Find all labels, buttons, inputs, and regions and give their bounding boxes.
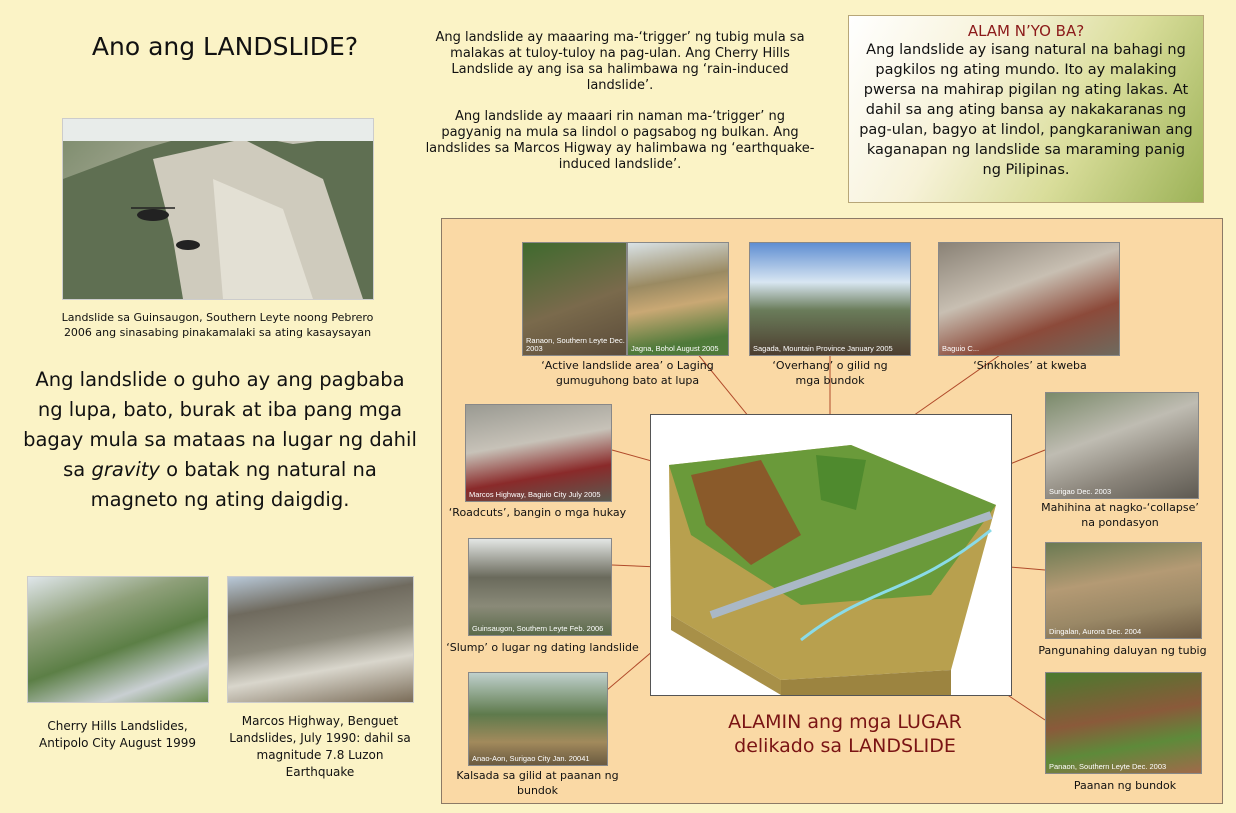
anao-label: Anao-Aon, Surigao City Jan. 20041 [472, 754, 590, 763]
guinsaugon-photo-caption: Landslide sa Guinsaugon, Southern Leyte noong Pebrero 2006 ang sinasabing pinakamalaki sa ating kasaysayan [61, 311, 374, 339]
landslide-terrain-diagram [650, 414, 1012, 696]
panaon-label: Panaon, Southern Leyte Dec. 2003 [1049, 762, 1167, 771]
definition-italic: gravity [91, 458, 160, 481]
jagna-label: Jagna, Bohol August 2005 [631, 344, 719, 353]
alam-heading: ALAM N’YO BA? [967, 22, 1085, 40]
marcos-roadcut-photo [465, 404, 612, 502]
baguio-photo [938, 242, 1120, 356]
pangunahing-caption: Pangunahing daluyan ng tubig [1038, 644, 1207, 657]
alam-body: Ang landslide ay isang natural na bahagi ng pagkilos ng ating mundo. Ito ay malaking pwersa na mahirap pigilan ng ating lakas. At dahil sa ang ating bansa ay nakakaranas ng pag-ulan, bagyo at lindol, pangkaraniwan ang kaganapan ng landslide sa maraming panig ng Pilipinas. [859, 42, 1193, 178]
jagna-photo [627, 242, 729, 356]
sinkholes-caption: ‘Sinkholes’ at kweba [973, 359, 1087, 372]
overhang-caption: ‘Overhang’ o gilid ng mga bundok [772, 359, 888, 387]
surigao-label: Surigao Dec. 2003 [1049, 487, 1112, 496]
panel-title: ALAMIN ang mga LUGAR delikado sa LANDSLIDE [728, 711, 962, 757]
sagada-label: Sagada, Mountain Province January 2005 [753, 344, 893, 353]
paanan-caption: Paanan ng bundok [1073, 779, 1177, 792]
marcos-highway-caption: Marcos Highway, Benguet Landslides, July 1990: dahil sa magnitude 7.8 Luzon Earthquake [229, 714, 411, 779]
ranaon-photo [522, 242, 627, 356]
rain-induced-paragraph: Ang landslide ay maaaring ma-‘trigger’ ng tubig mula sa malakas at tuloy-tuloy na pag-ulan. Ang Cherry Hills Landslide ay ang isa sa halimbawa ng ‘rain-induced landslide’. [435, 30, 805, 93]
ranaon-label: Ranaon, Southern Leyte Dec. 2003 [526, 336, 625, 353]
baguio-label: Baguio C... [942, 344, 980, 353]
guinsaugon-label: Guinsaugon, Southern Leyte Feb. 2006 [472, 624, 604, 633]
earthquake-induced-paragraph: Ang landslide ay maaari rin naman ma-‘trigger’ ng pagyanig na mula sa lindol o pagsabog ng bulkan. Ang landslides sa Marcos Higway ay halimbawa ng ‘earthquake-induced landslide’. [425, 109, 815, 172]
panaon-photo [1045, 672, 1202, 774]
page-title: Ano ang LANDSLIDE? [91, 32, 359, 61]
definition-text-1: Ang landslide o guho ay ang pagbaba ng lupa, bato, burak at iba pang mga bagay mula sa mataas na lugar ng dahil sa [23, 368, 417, 481]
kalsada-caption: Kalsada sa gilid at paanan ng bundok [456, 769, 619, 797]
surigao-photo [1045, 392, 1199, 499]
dingalan-label: Dingalan, Aurora Dec. 2004 [1049, 627, 1142, 636]
cherry-hills-caption: Cherry Hills Landslides, Antipolo City August 1999 [39, 719, 196, 750]
marcos-label: Marcos Highway, Baguio City July 2005 [469, 490, 601, 499]
slump-caption: ‘Slump’ o lugar ng dating landslide [446, 641, 639, 654]
active-landslide-caption: ‘Active landslide area’ o Laging gumuguhong bato at lupa [541, 359, 714, 387]
anao-aon-photo [468, 672, 608, 766]
sagada-photo [749, 242, 911, 356]
mahihina-caption: Mahihina at nagko-‘collapse’ na pondasyon [1041, 501, 1199, 529]
definition-text-2: o batak ng natural na magneto ng ating daigdig. [90, 458, 377, 511]
roadcuts-caption: ‘Roadcuts’, bangin o mga hukay [448, 506, 627, 519]
dingalan-photo [1045, 542, 1202, 639]
guinsaugon-slump-photo [468, 538, 612, 636]
